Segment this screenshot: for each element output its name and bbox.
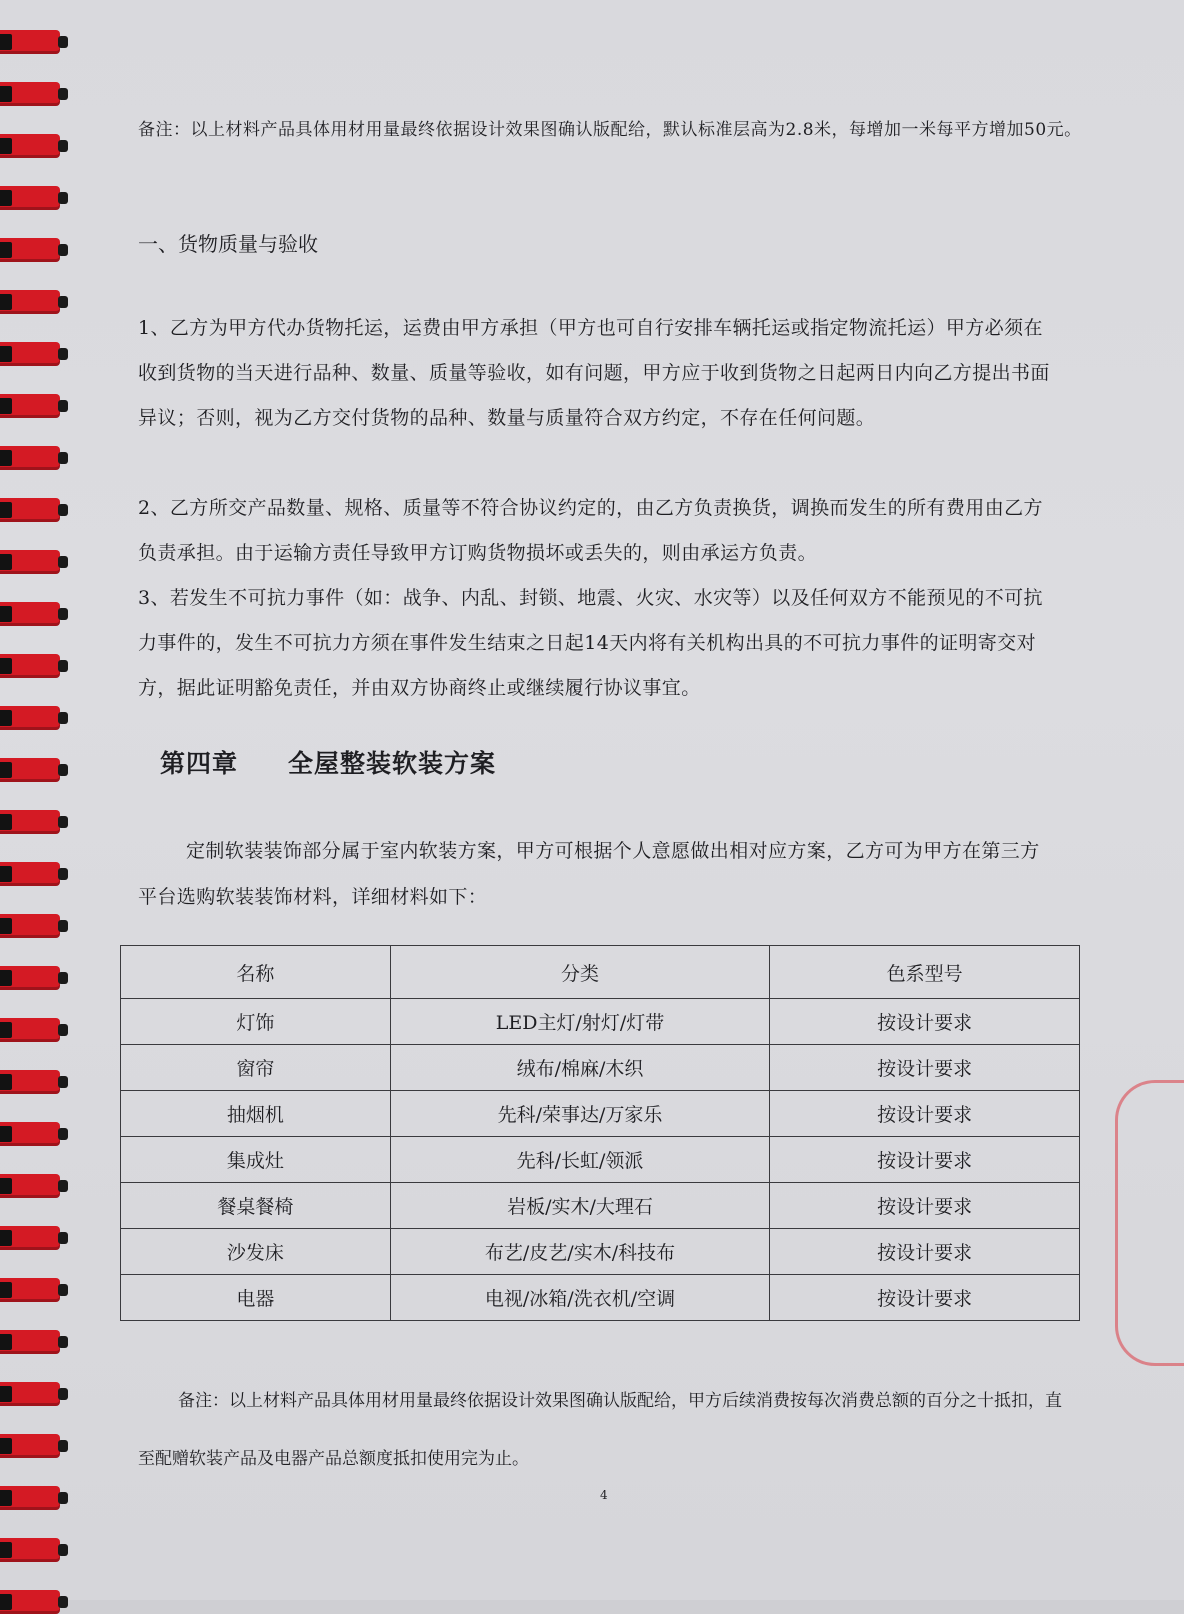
- binding-ring: [0, 550, 60, 574]
- cell-category: 岩板/实木/大理石: [390, 1183, 770, 1229]
- clause-1: 1、乙方为甲方代办货物托运，运费由甲方承担（甲方也可自行安排车辆托运或指定物流托运）甲方必须在收到货物的当天进行品种、数量、质量等验收，如有问题，甲方应于收到货物之日起两日内向乙方提出书面异议；否则，视为乙方交付货物的品种、数量与质量符合双方约定，不存在任何问题。: [138, 317, 1050, 429]
- cell-color-model: 按设计要求: [770, 1183, 1080, 1229]
- cell-color-model: 按设计要求: [770, 1229, 1080, 1275]
- cell-category: 绒布/棉麻/木织: [390, 1045, 770, 1091]
- materials-table: [120, 945, 1080, 1321]
- table-row: [121, 1137, 1080, 1183]
- binding-ring: [0, 1538, 60, 1562]
- cell-name: 电器: [121, 1275, 391, 1321]
- binding-ring: [0, 1226, 60, 1250]
- table-row: [121, 999, 1080, 1045]
- cell-category: 布艺/皮艺/实木/科技布: [390, 1229, 770, 1275]
- chapter-name: 全屋整装软装方案: [288, 749, 497, 778]
- page-number: 4: [600, 1488, 608, 1502]
- binding-ring: [0, 1018, 60, 1042]
- binding-ring: [0, 1070, 60, 1094]
- header-category: 分类: [390, 946, 770, 999]
- binding-ring: [0, 394, 60, 418]
- binding-ring: [0, 862, 60, 886]
- cell-color-model: 按设计要求: [770, 1091, 1080, 1137]
- binding-ring: [0, 914, 60, 938]
- footnote: 备注：以上材料产品具体用材用量最终依据设计效果图确认版配给，甲方后续消费按每次消费总额的百分之十抵扣，直至配赠软装产品及电器产品总额度抵扣使用完为止。: [138, 1391, 1062, 1469]
- header-color-model: 色系型号: [770, 946, 1080, 999]
- table-row: [121, 1229, 1080, 1275]
- header-name: 名称: [121, 946, 391, 999]
- cell-category: 先科/长虹/领派: [390, 1137, 770, 1183]
- binding-ring: [0, 238, 60, 262]
- binding-ring: [0, 810, 60, 834]
- binding-ring: [0, 602, 60, 626]
- cell-category: 电视/冰箱/洗衣机/空调: [390, 1275, 770, 1321]
- binding-ring: [0, 1122, 60, 1146]
- cell-name: 沙发床: [121, 1229, 391, 1275]
- section-heading: 一、货物质量与验收: [138, 232, 318, 256]
- binding-ring: [0, 186, 60, 210]
- cell-color-model: 按设计要求: [770, 1045, 1080, 1091]
- binding-ring: [0, 1278, 60, 1302]
- cell-color-model: 按设计要求: [770, 1275, 1080, 1321]
- binding-ring: [0, 290, 60, 314]
- cell-category: 先科/荣事达/万家乐: [390, 1091, 770, 1137]
- cell-name: 窗帘: [121, 1045, 391, 1091]
- table-row: [121, 1275, 1080, 1321]
- chapter-title: [160, 744, 496, 780]
- table-row: [121, 1045, 1080, 1091]
- binding-ring: [0, 446, 60, 470]
- binding-ring: [0, 1330, 60, 1354]
- cell-category: LED主灯/射灯/灯带: [390, 999, 770, 1045]
- table-header-row: [121, 946, 1080, 999]
- binding-ring: [0, 706, 60, 730]
- top-note: 备注：以上材料产品具体用材用量最终依据设计效果图确认版配给，默认标准层高为2.8米，每增加一米每平方增加50元。: [138, 120, 1082, 140]
- cell-name: 灯饰: [121, 999, 391, 1045]
- clause-3: 3、若发生不可抗力事件（如：战争、内乱、封锁、地震、火灾、水灾等）以及任何双方不能预见的不可抗力事件的，发生不可抗力方须在事件发生结束之日起14天内将有关机构出具的不可抗力事件的证明寄交对方，据此证明豁免责任，并由双方协商终止或继续履行协议事宜。: [138, 587, 1043, 699]
- table-row: [121, 1183, 1080, 1229]
- spiral-binding: [0, 0, 74, 1600]
- cell-name: 抽烟机: [121, 1091, 391, 1137]
- intro-paragraph: 定制软装装饰部分属于室内软装方案，甲方可根据个人意愿做出相对应方案，乙方可为甲方在第三方平台选购软装装饰材料，详细材料如下：: [138, 840, 1040, 908]
- cell-name: 餐桌餐椅: [121, 1183, 391, 1229]
- binding-ring: [0, 1434, 60, 1458]
- binding-ring: [0, 966, 60, 990]
- binding-ring: [0, 1486, 60, 1510]
- chapter-number: 第四章: [160, 749, 239, 778]
- red-seal-stamp: [1115, 1080, 1184, 1366]
- binding-ring: [0, 30, 60, 54]
- binding-ring: [0, 134, 60, 158]
- binding-ring: [0, 498, 60, 522]
- binding-ring: [0, 758, 60, 782]
- table-row: [121, 1091, 1080, 1137]
- cell-color-model: 按设计要求: [770, 1137, 1080, 1183]
- binding-ring: [0, 82, 60, 106]
- binding-ring: [0, 1382, 60, 1406]
- binding-ring: [0, 654, 60, 678]
- binding-ring: [0, 1174, 60, 1198]
- binding-ring: [0, 1590, 60, 1614]
- clause-2: 2、乙方所交产品数量、规格、质量等不符合协议约定的，由乙方负责换货，调换而发生的所有费用由乙方负责承担。由于运输方责任导致甲方订购货物损坏或丢失的，则由承运方负责。: [138, 497, 1043, 564]
- cell-color-model: 按设计要求: [770, 999, 1080, 1045]
- cell-name: 集成灶: [121, 1137, 391, 1183]
- binding-ring: [0, 342, 60, 366]
